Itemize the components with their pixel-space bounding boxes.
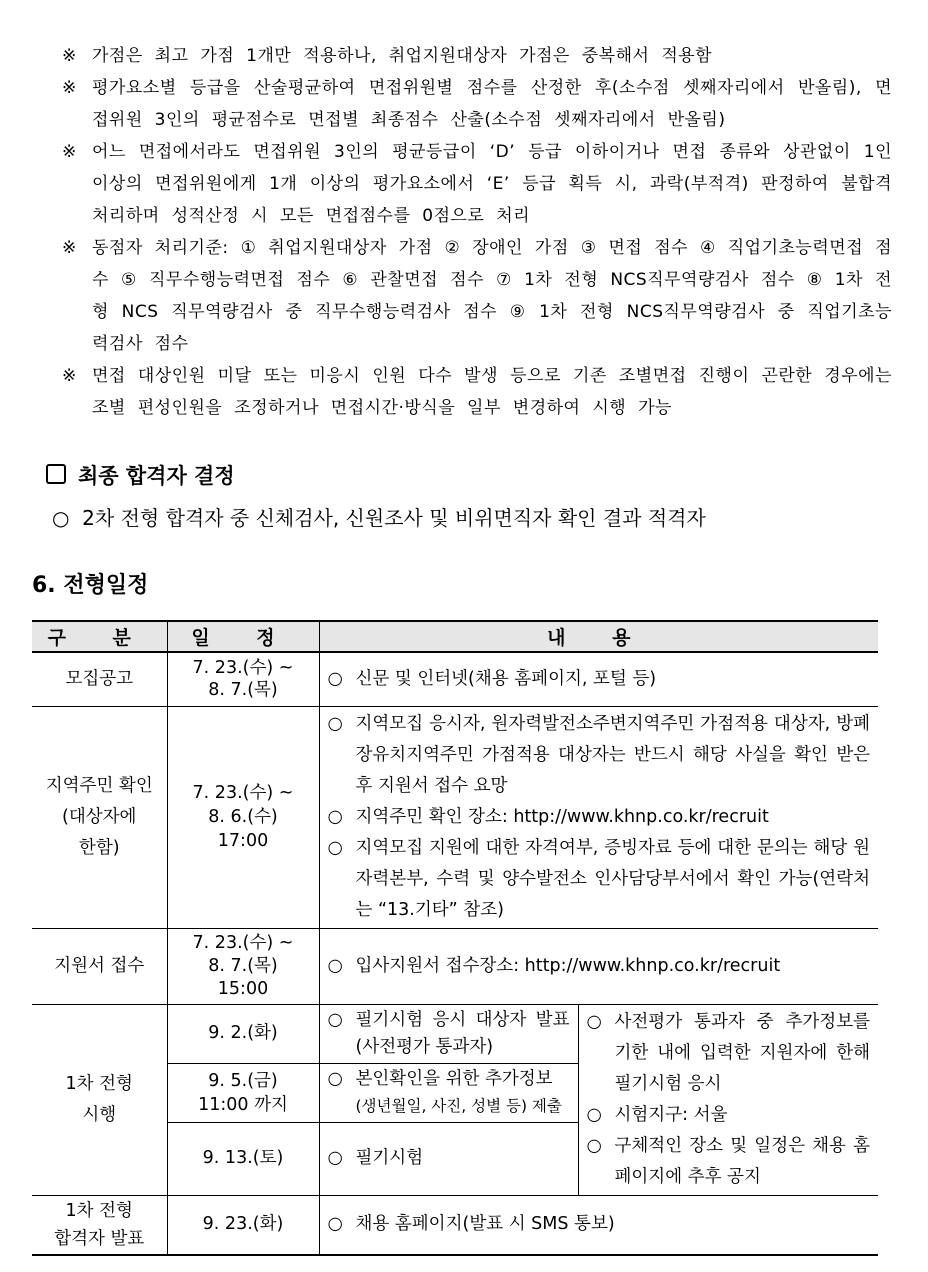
category-line: 지역주민 확인 — [45, 775, 153, 796]
circle-bullet-icon: ○ — [52, 506, 70, 530]
row-date: 9. 23.(화) — [167, 1195, 319, 1255]
row-category: 모집공고 — [32, 652, 167, 706]
content-item — [328, 802, 871, 833]
date-line: 9. 5.(금) — [208, 1070, 278, 1091]
note-item — [62, 40, 892, 72]
table-row — [32, 928, 878, 1004]
notes-block — [62, 40, 892, 424]
content-text: 지역모집 지원에 대한 자격여부, 증빙자료 등에 대한 문의는 해당 원자력본부, 수력 및 양수발전소 인사담당부서에서 확인 가능(연락처는 “13.기타” 참조) — [355, 837, 871, 920]
content-item — [328, 664, 871, 695]
content-text: 필기시험 응시 대상자 발표(사전평가 통과자) — [355, 1009, 570, 1057]
table-header-row — [32, 621, 878, 652]
content-item — [328, 709, 871, 802]
date-line: 11:00 까지 — [198, 1094, 288, 1115]
reference-mark: ※ — [62, 142, 77, 162]
final-decision-item — [52, 502, 706, 531]
row-date — [167, 652, 319, 706]
category-line: 1차 전형 — [65, 1200, 133, 1221]
row-content — [319, 706, 878, 928]
date-line: 7. 23.(수) ~ — [192, 783, 294, 803]
content-item — [587, 1131, 871, 1193]
content-text: 시험지구: 서울 — [614, 1104, 728, 1125]
circle-bullet-icon: ○ — [586, 1104, 602, 1125]
circle-bullet-icon: ○ — [327, 955, 343, 976]
note-text: 평가요소별 등급을 산술평균하여 면접위원별 점수를 산정한 후(소수점 셋째자리에서 반올림), 면접위원 3인의 평균점수로 면접별 최종점수 산출(소수점 셋째자리에서 반올림) — [92, 78, 892, 130]
content-text: 채용 홈페이지(발표 시 SMS 통보) — [355, 1214, 615, 1235]
category-line: (대상자에 — [62, 806, 137, 827]
content-text: 지역모집 응시자, 원자력발전소주변지역주민 가점적용 대상자, 방폐장유치지역주민 가점적용 대상자는 반드시 해당 사실을 확인 받은 후 지원서 접수 요망 — [355, 713, 871, 796]
table-row — [32, 652, 878, 706]
final-decision-heading — [46, 460, 235, 490]
note-item — [62, 360, 892, 424]
category-line: 시행 — [82, 1104, 117, 1125]
circle-bullet-icon: ○ — [586, 1135, 602, 1156]
recruit-link-text: 입사지원서 접수장소: http://www.khnp.co.kr/recruit — [355, 955, 781, 976]
circle-bullet-icon: ○ — [327, 668, 343, 689]
category-line: 합격자 발표 — [54, 1228, 145, 1249]
circle-bullet-icon: ○ — [327, 713, 343, 734]
reference-mark: ※ — [62, 366, 77, 386]
date-line: 8. 7.(목) — [208, 955, 278, 976]
row-category — [32, 706, 167, 928]
content-text: 필기시험 — [355, 1148, 424, 1169]
row-content — [319, 1195, 878, 1255]
row-content — [319, 1123, 578, 1195]
checkbox-square-icon — [46, 464, 66, 484]
note-item — [62, 72, 892, 136]
table-row — [32, 706, 878, 928]
note-text: 가점은 최고 가점 1개만 적용하나, 취업지원대상자 가점은 중복해서 적용함 — [92, 46, 713, 66]
note-item — [62, 136, 892, 232]
content-item — [328, 951, 871, 982]
row-content — [319, 652, 878, 706]
date-line: 17:00 — [217, 831, 269, 851]
row-date — [167, 928, 319, 1004]
note-text: 동점자 처리기준: ① 취업지원대상자 가점 ② 장애인 가점 ③ 면접 점수 ④ 직업기초능력면접 점수 ⑤ 직무수행능력면접 점수 ⑥ 관찰면접 점수 ⑦ 1차 전형 NCS직무역량검사 점수 ⑧ 1차 전형 NCS 직무역량검사 중 직무수행능력검사 점수 ⑨ 1차 전형 NCS직무역량검사 중 직업기초능력검사 점수 — [92, 238, 892, 354]
reference-mark: ※ — [62, 238, 77, 258]
date-line: 7. 23.(수) ~ — [192, 658, 294, 679]
row-side-content — [578, 1004, 878, 1195]
note-text: 어느 면접에서라도 면접위원 3인의 평균등급이 ‘D’ 등급 이하이거나 면접 종류와 상관없이 1인 이상의 면접위원에게 1개 이상의 평가요소에서 ‘E’ 등급 획득 시, 과락(부적격) 판정하여 불합격 처리하며 성적산정 시 모든 면접점수를 0점으로 처리 — [92, 142, 892, 226]
circle-bullet-icon: ○ — [327, 1214, 343, 1235]
circle-bullet-icon: ○ — [586, 1011, 602, 1032]
final-decision-text: 2차 전형 합격자 중 신체검사, 신원조사 및 비위면직자 확인 결과 적격자 — [82, 506, 706, 530]
header-content: 내 용 — [319, 621, 878, 652]
category-line: 1차 전형 — [65, 1073, 133, 1094]
content-text: 신문 및 인터넷(채용 홈페이지, 포털 등) — [355, 668, 657, 689]
row-date: 9. 2.(화) — [167, 1004, 319, 1063]
content-item — [587, 1007, 871, 1100]
table-row — [32, 1004, 878, 1063]
reference-mark: ※ — [62, 78, 77, 98]
circle-bullet-icon: ○ — [327, 806, 343, 827]
row-category — [32, 1195, 167, 1255]
row-date: 9. 13.(토) — [167, 1123, 319, 1195]
row-date — [167, 1063, 319, 1122]
header-schedule: 일 정 — [167, 621, 319, 652]
date-line: 7. 23.(수) ~ — [192, 932, 294, 953]
date-line: 8. 6.(수) — [208, 807, 278, 827]
content-item — [587, 1100, 871, 1131]
content-text: (생년월일, 사진, 성별 등) 제출 — [355, 1096, 562, 1115]
row-content — [319, 1063, 578, 1122]
content-item — [328, 1066, 570, 1120]
section-6-heading: 6. 전형일정 — [32, 573, 149, 598]
content-item — [328, 1209, 871, 1240]
content-text: 구체적인 장소 및 일정은 채용 홈페이지에 추후 공지 — [614, 1135, 871, 1187]
date-line: 15:00 — [217, 978, 269, 999]
note-text: 면접 대상인원 미달 또는 미응시 인원 다수 발생 등으로 기존 조별면접 진행이 곤란한 경우에는 조별 편성인원을 조정하거나 면접시간·방식을 일부 변경하여 시행 가능 — [92, 366, 892, 418]
row-category — [32, 1004, 167, 1195]
row-date — [167, 706, 319, 928]
reference-mark: ※ — [62, 46, 77, 66]
row-category: 지원서 접수 — [32, 928, 167, 1004]
schedule-table — [32, 620, 878, 1256]
circle-bullet-icon: ○ — [327, 837, 343, 858]
row-content — [319, 928, 878, 1004]
content-text: 본인확인을 위한 추가정보 — [355, 1068, 553, 1089]
circle-bullet-icon: ○ — [327, 1068, 343, 1089]
table-row — [32, 1195, 878, 1255]
content-item — [328, 833, 871, 926]
row-content — [319, 1004, 578, 1063]
content-item — [328, 1007, 570, 1061]
circle-bullet-icon: ○ — [327, 1009, 343, 1030]
recruit-link-text: 지역주민 확인 장소: http://www.khnp.co.kr/recruit — [355, 806, 769, 827]
header-category: 구 분 — [32, 621, 167, 652]
final-decision-title: 최종 합격자 결정 — [78, 464, 235, 488]
content-item — [328, 1143, 570, 1174]
category-line: 한함) — [78, 837, 120, 858]
circle-bullet-icon: ○ — [327, 1148, 343, 1169]
content-text: 사전평가 통과자 중 추가정보를 기한 내에 입력한 지원자에 한해 필기시험 응시 — [614, 1011, 871, 1094]
note-item — [62, 232, 892, 360]
date-line: 8. 7.(목) — [208, 680, 278, 701]
